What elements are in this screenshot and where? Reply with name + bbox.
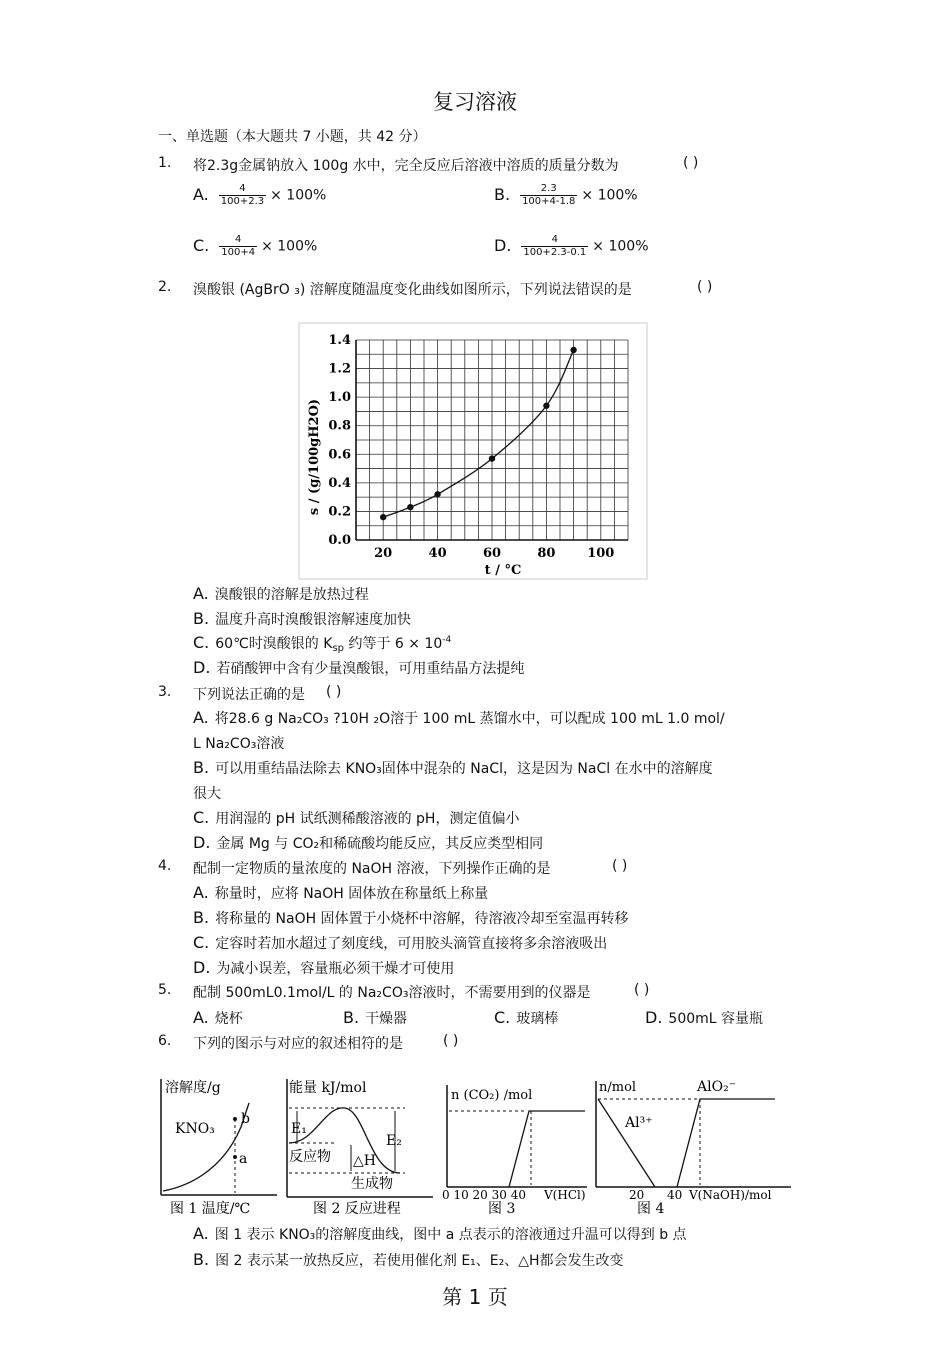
fig4-ylabel: n/mol (599, 1080, 637, 1095)
option-text: 烧杯 (214, 1011, 243, 1027)
q4-option-d[interactable] (193, 958, 454, 978)
q1-paren: ( ) (683, 155, 699, 171)
q6-text: 下列的图示与对应的叙述相符的是 (193, 1036, 403, 1052)
tail: × 100% (581, 187, 638, 204)
q4-option-c[interactable] (193, 933, 607, 953)
fig4-t40: 40 (667, 1188, 683, 1202)
solubility-chart (298, 322, 648, 580)
fig4-alo2: AlO₂⁻ (697, 1079, 737, 1095)
q1-option-c[interactable] (193, 234, 317, 259)
fig1-curve-label: KNO₃ (175, 1121, 215, 1137)
data-point (380, 514, 386, 520)
tail: × 100% (261, 238, 318, 255)
fig1-point-a (233, 1155, 237, 1159)
denominator: 100+2.3-0.1 (523, 247, 587, 258)
option-label: A. (193, 1008, 209, 1027)
fraction (521, 234, 588, 259)
q6-option-b[interactable] (193, 1250, 624, 1270)
q5-paren: ( ) (634, 982, 650, 998)
q4-text: 配制一定物质的量浓度的 NaOH 溶液，下列操作正确的是 (193, 861, 551, 877)
x-tick-label: 80 (537, 546, 556, 561)
option-label: D. (494, 235, 512, 255)
figure-3 (442, 1085, 587, 1217)
fig1-a: a (239, 1151, 248, 1167)
fig4-alo2-line (677, 1099, 775, 1187)
q4-number: 4. (158, 858, 172, 874)
q5-number: 5. (158, 982, 172, 998)
option-label: A. (193, 184, 209, 204)
option-text: 为减小误差，容量瓶必须干燥才可使用 (216, 961, 455, 977)
fig4-caption: 图 4 (637, 1201, 665, 1217)
q6-option-a[interactable] (193, 1224, 687, 1244)
y-tick-label: 0.4 (328, 475, 351, 491)
fig3-caption: 图 3 (488, 1201, 516, 1217)
option-label: A. (193, 883, 209, 902)
option-text: 500mL 容量瓶 (668, 1011, 764, 1027)
tail: × 100% (592, 238, 649, 255)
fig4-t20: 20 (629, 1188, 645, 1202)
q1-option-d[interactable] (494, 234, 649, 259)
option-label: B. (193, 609, 210, 628)
chart-grid (356, 340, 628, 540)
q2-option-d[interactable] (193, 658, 524, 678)
option-text: 用润湿的 pH 试纸测稀酸溶液的 pH，测定值偏小 (215, 811, 520, 827)
fig4-al-line (598, 1099, 655, 1187)
option-text: 称量时，应将 NaOH 固体放在称量纸上称量 (214, 886, 489, 902)
fig2-e1: E₁ (291, 1121, 307, 1137)
q3-option-d[interactable] (193, 833, 543, 853)
option-text: 可以用重结晶法除去 KNO₃固体中混杂的 NaCl，这是因为 NaCl 在水中的溶解度 (215, 761, 713, 777)
q3-option-a[interactable] (193, 708, 725, 728)
q3-option-b-cont: 很大 (193, 786, 221, 802)
q5-option-c[interactable] (494, 1008, 558, 1028)
y-tick-label: 1.4 (328, 333, 351, 348)
option-label: B. (193, 758, 210, 777)
option-text: 温度升高时溴酸银溶解速度加快 (215, 612, 412, 628)
option-label: C. (193, 633, 210, 652)
fig2-dh: △H (353, 1153, 376, 1169)
option-label: C. (193, 235, 210, 255)
section-heading: 一、单选题（本大题共 7 小题，共 42 分） (158, 129, 427, 145)
fig1-curve (163, 1103, 249, 1191)
option-text: 若硝酸钾中含有少量溴酸银，可用重结晶方法提纯 (216, 661, 525, 677)
q1-option-b[interactable] (494, 183, 638, 208)
option-label: C. (193, 808, 210, 827)
q4-paren: ( ) (612, 858, 628, 874)
q6-number: 6. (158, 1033, 172, 1049)
q5-option-b[interactable] (343, 1008, 407, 1028)
q4-option-b[interactable] (193, 908, 629, 928)
option-label: B. (343, 1008, 360, 1027)
superscript: -4 (442, 635, 452, 645)
q5-option-a[interactable] (193, 1008, 243, 1028)
data-point (434, 491, 440, 497)
option-label: A. (193, 1224, 209, 1243)
q1-number: 1. (158, 155, 172, 171)
y-tick-label: 1.0 (328, 390, 351, 406)
q3-option-a-cont: L Na₂CO₃溶液 (193, 736, 285, 752)
fig4-xlabel: V(NaOH)/mol (689, 1188, 772, 1202)
fraction (219, 234, 257, 259)
option-text: 将称量的 NaOH 固体置于小烧杯中溶解，待溶液冷却至室温再转移 (215, 911, 629, 927)
option-label: B. (193, 908, 210, 927)
q2-option-a[interactable] (193, 584, 369, 604)
figure-4 (596, 1079, 791, 1217)
q6-figures (155, 1075, 795, 1221)
fig1-point-b (233, 1117, 237, 1121)
fig2-e2: E₂ (386, 1133, 402, 1149)
q4-option-a[interactable] (193, 883, 488, 903)
option-label: D. (645, 1008, 663, 1027)
q3-text: 下列说法正确的是 (193, 687, 305, 703)
fig2-product: 生成物 (351, 1176, 393, 1192)
y-tick-label: 0.0 (328, 533, 351, 548)
page-title: 复习溶液 (433, 90, 517, 114)
y-tick-label: 0.8 (328, 418, 351, 434)
fig2-reactant: 反应物 (289, 1149, 331, 1165)
option-text-mid: 约等于 6 × 10 (344, 636, 443, 652)
tail: × 100% (270, 187, 327, 204)
data-point (570, 347, 576, 353)
q2-option-c[interactable] (193, 633, 451, 654)
q6-paren: ( ) (443, 1033, 459, 1049)
x-tick-label: 100 (587, 546, 615, 561)
q5-text: 配制 500mL0.1mol/L 的 Na₂CO₃溶液时，不需要用到的仪器是 (193, 985, 591, 1001)
x-tick-label: 20 (374, 546, 393, 561)
fig1-ylabel: 溶解度/g (165, 1080, 221, 1096)
chart-ylabel: s / (g/100gH2O) (307, 398, 322, 516)
q1-text: 将2.3g金属钠放入 100g 水中，完全反应后溶液中溶质的质量分数为 (193, 158, 619, 174)
option-label: D. (193, 658, 211, 677)
fig3-line (509, 1111, 585, 1187)
y-tick-label: 0.2 (328, 504, 351, 520)
subscript: sp (332, 643, 344, 654)
q2-option-b[interactable] (193, 609, 411, 629)
q3-option-c[interactable] (193, 808, 519, 828)
fig3-xlabel: V(HCl) (544, 1188, 586, 1202)
fraction (219, 183, 266, 208)
q5-option-d[interactable] (645, 1008, 763, 1028)
fig3-ticks: 0 10 20 30 40 (442, 1188, 526, 1202)
option-label: A. (193, 708, 209, 727)
q3-number: 3. (158, 684, 172, 700)
option-text: 金属 Mg 与 CO₂和稀硫酸均能反应，其反应类型相同 (216, 836, 544, 852)
option-text: 60℃时溴酸银的 K (215, 636, 333, 652)
q2-text: 溴酸银 (AgBrO ₃) 溶解度随温度变化曲线如图所示，下列说法错误的是 (193, 282, 632, 298)
option-text: 干燥器 (365, 1011, 408, 1027)
y-tick-label: 1.2 (328, 361, 351, 377)
chart-xlabel: t / °C (484, 563, 522, 578)
option-text: 定容时若加水超过了刻度线，可用胶头滴管直接将多余溶液吸出 (215, 936, 608, 952)
denominator: 100+2.3 (220, 196, 265, 207)
y-tick-label: 0.6 (328, 447, 351, 463)
option-label: A. (193, 584, 209, 603)
data-point (407, 504, 413, 510)
numerator: 2.3 (540, 183, 557, 194)
fig3-ylabel: n (CO₂) /mol (451, 1088, 533, 1103)
option-text: 玻璃棒 (516, 1011, 559, 1027)
option-text: 将28.6 g Na₂CO₃ ?10H ₂O溶于 100 mL 蒸馏水中，可以配成 100 mL 1.0 mol/ (214, 711, 725, 727)
figure-1 (161, 1079, 277, 1217)
q3-option-b[interactable] (193, 758, 713, 778)
figure-2 (287, 1079, 433, 1217)
fig2-caption: 图 2 反应进程 (313, 1201, 401, 1217)
fraction (520, 183, 577, 208)
fig2-ylabel: 能量 kJ/mol (289, 1080, 367, 1096)
option-text: 溴酸银的溶解是放热过程 (214, 587, 369, 603)
page-footer: 第 1 页 (442, 1285, 508, 1309)
data-point (543, 403, 549, 409)
q1-option-a[interactable] (193, 183, 326, 208)
fig1-b: b (241, 1111, 250, 1127)
q3-paren: ( ) (326, 684, 342, 700)
option-label: C. (193, 933, 210, 952)
option-label: D. (193, 958, 211, 977)
option-label: B. (494, 184, 511, 204)
option-text: 图 2 表示某一放热反应，若使用催化剂 E₁、E₂、△H都会发生改变 (215, 1253, 624, 1269)
numerator: 4 (234, 234, 242, 245)
q2-paren: ( ) (697, 279, 713, 295)
option-label: C. (494, 1008, 511, 1027)
numerator: 4 (551, 234, 559, 245)
fig1-caption: 图 1 温度/℃ (170, 1201, 251, 1217)
option-label: D. (193, 833, 211, 852)
data-point (489, 455, 495, 461)
option-label: B. (193, 1250, 210, 1269)
fig4-al: Al³⁺ (625, 1115, 653, 1131)
denominator: 100+4 (221, 247, 256, 258)
x-tick-label: 60 (482, 546, 502, 561)
q2-number: 2. (158, 279, 172, 295)
option-text: 图 1 表示 KNO₃的溶解度曲线，图中 a 点表示的溶液通过升温可以得到 b 点 (214, 1227, 687, 1243)
denominator: 100+4-1.8 (522, 196, 576, 207)
x-tick-label: 40 (428, 546, 447, 561)
numerator: 4 (239, 183, 246, 194)
